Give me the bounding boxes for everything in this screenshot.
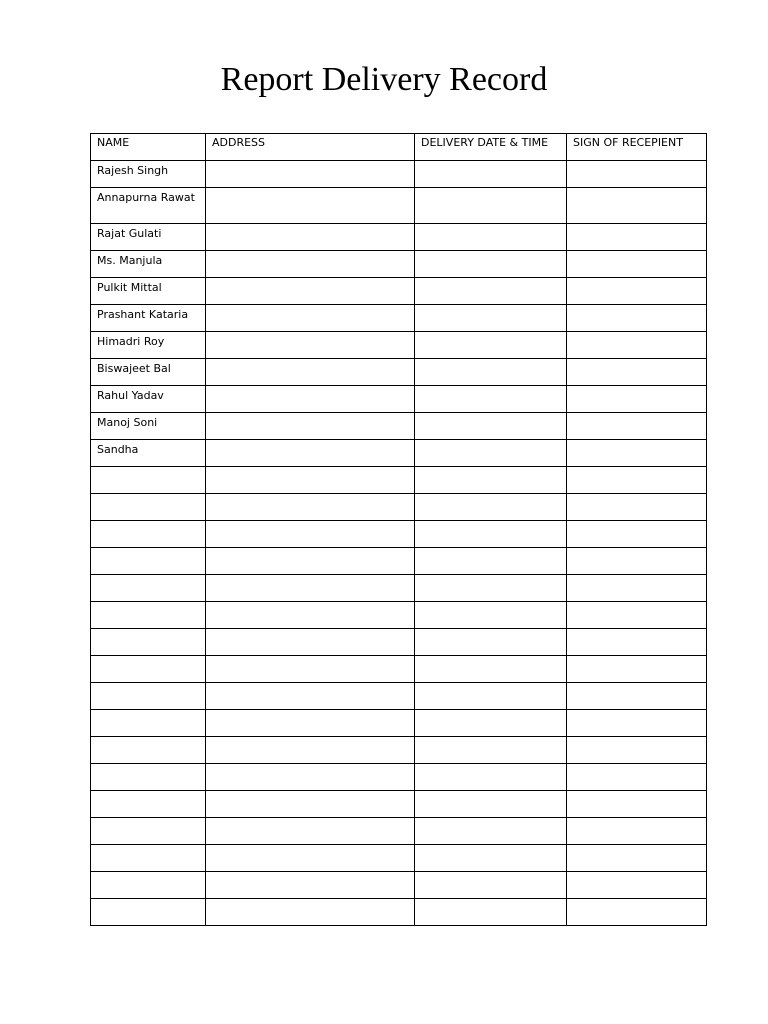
cell-name	[91, 845, 206, 872]
table-row	[91, 791, 707, 818]
cell-address	[206, 764, 415, 791]
cell-name	[91, 467, 206, 494]
cell-delivery-date-time	[415, 764, 567, 791]
cell-sign-of-recipient	[567, 764, 707, 791]
cell-name: Pulkit Mittal	[91, 278, 206, 305]
cell-address	[206, 521, 415, 548]
cell-address	[206, 683, 415, 710]
cell-sign-of-recipient	[567, 440, 707, 467]
cell-name: Biswajeet Bal	[91, 359, 206, 386]
cell-delivery-date-time	[415, 791, 567, 818]
table-row	[91, 656, 707, 683]
cell-sign-of-recipient	[567, 629, 707, 656]
cell-name	[91, 656, 206, 683]
cell-sign-of-recipient	[567, 737, 707, 764]
table-row	[91, 494, 707, 521]
table-row	[91, 305, 707, 332]
cell-delivery-date-time	[415, 818, 567, 845]
cell-sign-of-recipient	[567, 710, 707, 737]
cell-delivery-date-time	[415, 188, 567, 224]
table-row	[91, 764, 707, 791]
cell-delivery-date-time	[415, 359, 567, 386]
cell-delivery-date-time	[415, 467, 567, 494]
table-row	[91, 629, 707, 656]
cell-address	[206, 413, 415, 440]
cell-sign-of-recipient	[567, 332, 707, 359]
table-row	[91, 161, 707, 188]
table-row	[91, 278, 707, 305]
cell-delivery-date-time	[415, 386, 567, 413]
cell-sign-of-recipient	[567, 818, 707, 845]
cell-delivery-date-time	[415, 845, 567, 872]
cell-sign-of-recipient	[567, 548, 707, 575]
cell-address	[206, 359, 415, 386]
cell-name	[91, 791, 206, 818]
cell-address	[206, 278, 415, 305]
cell-name	[91, 872, 206, 899]
cell-address	[206, 656, 415, 683]
table-row	[91, 710, 707, 737]
cell-sign-of-recipient	[567, 386, 707, 413]
header-row	[91, 134, 707, 161]
cell-address	[206, 467, 415, 494]
cell-sign-of-recipient	[567, 278, 707, 305]
cell-delivery-date-time	[415, 899, 567, 926]
cell-address	[206, 494, 415, 521]
cell-address	[206, 899, 415, 926]
cell-delivery-date-time	[415, 737, 567, 764]
table-body	[91, 161, 707, 926]
header-name: NAME	[91, 134, 206, 161]
table-row	[91, 224, 707, 251]
cell-address	[206, 305, 415, 332]
cell-delivery-date-time	[415, 872, 567, 899]
cell-name: Himadri Roy	[91, 332, 206, 359]
cell-sign-of-recipient	[567, 656, 707, 683]
table-row	[91, 413, 707, 440]
table-row	[91, 818, 707, 845]
cell-name: Prashant Kataria	[91, 305, 206, 332]
cell-address	[206, 710, 415, 737]
cell-address	[206, 440, 415, 467]
cell-name	[91, 737, 206, 764]
cell-name: Rahul Yadav	[91, 386, 206, 413]
cell-sign-of-recipient	[567, 305, 707, 332]
cell-address	[206, 629, 415, 656]
cell-sign-of-recipient	[567, 602, 707, 629]
cell-address	[206, 161, 415, 188]
cell-name	[91, 629, 206, 656]
cell-address	[206, 386, 415, 413]
cell-address	[206, 737, 415, 764]
cell-sign-of-recipient	[567, 188, 707, 224]
cell-delivery-date-time	[415, 656, 567, 683]
cell-delivery-date-time	[415, 683, 567, 710]
cell-name: Sandha	[91, 440, 206, 467]
cell-sign-of-recipient	[567, 224, 707, 251]
cell-name: Ms. Manjula	[91, 251, 206, 278]
cell-delivery-date-time	[415, 413, 567, 440]
cell-sign-of-recipient	[567, 899, 707, 926]
table-row	[91, 188, 707, 224]
table-row	[91, 440, 707, 467]
cell-address	[206, 575, 415, 602]
cell-delivery-date-time	[415, 440, 567, 467]
cell-sign-of-recipient	[567, 359, 707, 386]
cell-name	[91, 683, 206, 710]
cell-address	[206, 845, 415, 872]
cell-sign-of-recipient	[567, 521, 707, 548]
cell-name	[91, 899, 206, 926]
cell-address	[206, 251, 415, 278]
table-row	[91, 845, 707, 872]
cell-name	[91, 575, 206, 602]
cell-address	[206, 548, 415, 575]
cell-sign-of-recipient	[567, 467, 707, 494]
cell-sign-of-recipient	[567, 683, 707, 710]
cell-delivery-date-time	[415, 629, 567, 656]
cell-delivery-date-time	[415, 161, 567, 188]
cell-delivery-date-time	[415, 251, 567, 278]
cell-name	[91, 764, 206, 791]
page-title: Report Delivery Record	[220, 61, 548, 98]
table-row	[91, 575, 707, 602]
cell-name	[91, 710, 206, 737]
cell-name	[91, 548, 206, 575]
table-row	[91, 467, 707, 494]
cell-delivery-date-time	[415, 710, 567, 737]
cell-name: Rajesh Singh	[91, 161, 206, 188]
cell-address	[206, 224, 415, 251]
table-row	[91, 683, 707, 710]
cell-name: Annapurna Rawat	[91, 188, 206, 224]
table-row	[91, 602, 707, 629]
cell-address	[206, 818, 415, 845]
header-sign-of-recipient: SIGN OF RECEPIENT	[567, 134, 707, 161]
cell-delivery-date-time	[415, 494, 567, 521]
cell-name	[91, 818, 206, 845]
table-row	[91, 737, 707, 764]
table-row	[91, 386, 707, 413]
cell-sign-of-recipient	[567, 845, 707, 872]
cell-address	[206, 872, 415, 899]
cell-delivery-date-time	[415, 602, 567, 629]
cell-name	[91, 602, 206, 629]
cell-name: Rajat Gulati	[91, 224, 206, 251]
header-delivery-date-time: DELIVERY DATE & TIME	[415, 134, 567, 161]
delivery-record-table	[90, 133, 707, 926]
table-row	[91, 359, 707, 386]
cell-delivery-date-time	[415, 305, 567, 332]
cell-sign-of-recipient	[567, 791, 707, 818]
cell-address	[206, 602, 415, 629]
cell-sign-of-recipient	[567, 872, 707, 899]
cell-address	[206, 188, 415, 224]
cell-address	[206, 332, 415, 359]
cell-sign-of-recipient	[567, 161, 707, 188]
header-address: ADDRESS	[206, 134, 415, 161]
table-header	[91, 134, 707, 161]
table-row	[91, 521, 707, 548]
cell-name	[91, 494, 206, 521]
table-row	[91, 251, 707, 278]
table-row	[91, 332, 707, 359]
cell-sign-of-recipient	[567, 494, 707, 521]
table-row	[91, 872, 707, 899]
cell-sign-of-recipient	[567, 251, 707, 278]
cell-delivery-date-time	[415, 575, 567, 602]
table-row	[91, 899, 707, 926]
cell-delivery-date-time	[415, 521, 567, 548]
cell-sign-of-recipient	[567, 413, 707, 440]
cell-delivery-date-time	[415, 224, 567, 251]
table-row	[91, 548, 707, 575]
cell-delivery-date-time	[415, 548, 567, 575]
cell-name: Manoj Soni	[91, 413, 206, 440]
cell-delivery-date-time	[415, 278, 567, 305]
cell-address	[206, 791, 415, 818]
cell-name	[91, 521, 206, 548]
cell-sign-of-recipient	[567, 575, 707, 602]
cell-delivery-date-time	[415, 332, 567, 359]
